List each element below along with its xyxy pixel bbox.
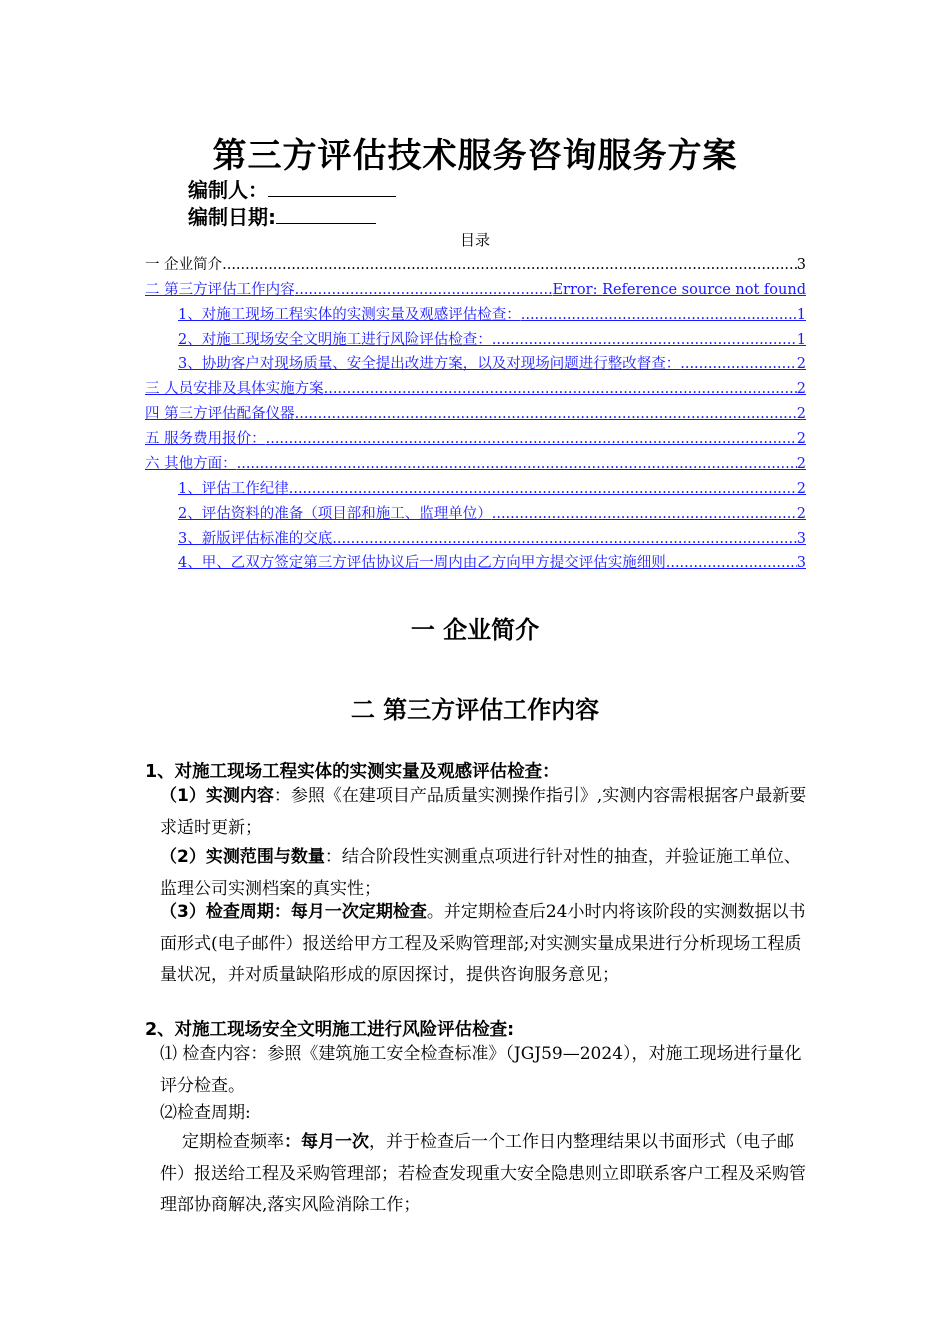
toc-leader	[492, 506, 797, 522]
toc-entry-text: 2、对施工现场安全文明施工进行风险评估检查：	[178, 332, 492, 348]
paragraph-text: ⑴ 检查内容：参照《建筑施工安全检查标准》（JGJ59—2024），对施工现场进行量化评分检查。	[160, 1044, 802, 1096]
toc-entry-page: 3	[796, 531, 806, 547]
toc-entry-text: 3、新版评估标准的交底	[178, 531, 333, 547]
toc-link[interactable]	[145, 427, 806, 447]
date-line	[188, 201, 376, 230]
paragraph-label: ：每月一次	[284, 1132, 369, 1152]
toc-leader	[680, 356, 797, 372]
section-heading: 二 第三方评估工作内容	[350, 696, 600, 724]
paragraph-lead: 定期检查频率	[182, 1132, 284, 1152]
toc-leader	[324, 381, 797, 397]
paragraph	[160, 781, 810, 844]
toc-link[interactable]	[178, 352, 806, 372]
date-label: 编制日期:	[188, 205, 276, 229]
toc-leader	[332, 531, 797, 547]
subsection-heading: 1、对施工现场工程实体的实测实量及观感评估检查：	[145, 762, 560, 782]
paragraph-text: ⑵检查周期:	[160, 1103, 251, 1123]
paragraph-text: ：结合阶段性实测重点项进行针对性的抽查，并验证施工单位、监理公司实测档案的真实性；	[160, 847, 801, 899]
toc-link[interactable]	[145, 278, 806, 298]
paragraph	[160, 1098, 810, 1130]
toc-leader	[237, 456, 797, 472]
toc-link[interactable]	[145, 452, 806, 472]
toc-entry-text: 三 人员安排及具体实施方案	[145, 381, 324, 397]
section-heading: 一 企业简介	[410, 616, 540, 644]
paragraph-label: （1）实测内容	[160, 786, 274, 806]
toc-entry-text: 四 第三方评估配备仪器	[145, 406, 295, 422]
toc-entry-page: 2	[796, 356, 806, 372]
toc-entry	[145, 253, 806, 273]
toc-entry-page: Error: Reference source not found	[552, 282, 806, 298]
toc-link[interactable]	[178, 303, 806, 323]
document-title: 第三方评估技术服务咨询服务方案	[212, 136, 738, 176]
toc-leader	[222, 257, 797, 273]
toc-leader	[492, 332, 797, 348]
toc-entry-text: 五 服务费用报价：	[145, 431, 266, 447]
toc-link[interactable]	[178, 527, 806, 547]
toc-leader	[666, 555, 797, 571]
toc-leader	[295, 282, 553, 298]
toc-entry-page: 2	[796, 456, 806, 472]
paragraph-label: （2）实测范围与数量	[160, 847, 325, 867]
toc-leader	[289, 481, 797, 497]
toc-entry-page: 3	[796, 257, 806, 273]
toc-link[interactable]	[145, 402, 806, 422]
toc-entry-page: 2	[796, 381, 806, 397]
toc-entry-page: 3	[796, 555, 806, 571]
author-blank[interactable]	[268, 178, 396, 197]
toc-entry-text: 六 其他方面：	[145, 456, 237, 472]
toc-link[interactable]	[178, 477, 806, 497]
toc-entry-page: 2	[796, 481, 806, 497]
paragraph-text: ：参照《在建项目产品质量实测操作指引》,实测内容需根据客户最新要求适时更新；	[160, 786, 807, 838]
toc-leader	[266, 431, 797, 447]
paragraph	[160, 897, 810, 992]
paragraph	[160, 1127, 810, 1222]
paragraph-text: ，并于检查后一个工作日内整理结果以书面形式（电子邮件）报送给工程及采购管理部；若检查发现重大安全隐患则立即联系客户工程及采购管理部协商解决,落实风险消除工作；	[160, 1132, 806, 1215]
toc-link[interactable]	[178, 328, 806, 348]
toc-entry-page: 2	[796, 506, 806, 522]
toc-entry-text: 4、甲、乙双方签定第三方评估协议后一周内由乙方向甲方提交评估实施细则	[178, 555, 666, 571]
toc-link[interactable]	[178, 551, 806, 571]
toc-entry-text: 3、协助客户对现场质量、安全提出改进方案，以及对现场问题进行整改督查：	[178, 356, 681, 372]
toc-entry-text: 1、评估工作纪律	[178, 481, 289, 497]
paragraph-label: （3）检查周期：每月一次定期检查	[160, 902, 427, 922]
toc-entry-text: 一 企业简介	[145, 257, 223, 273]
toc-entry-page: 1	[796, 307, 806, 323]
date-blank[interactable]	[276, 205, 376, 224]
toc-leader	[521, 307, 797, 323]
toc-entry-page: 2	[796, 431, 806, 447]
toc-link[interactable]	[145, 377, 806, 397]
toc-heading: 目录	[459, 231, 490, 249]
author-line	[188, 174, 396, 203]
toc-entry-text: 1、对施工现场工程实体的实测实量及观感评估检查：	[178, 307, 521, 323]
toc-link[interactable]	[178, 502, 806, 522]
paragraph	[160, 1039, 810, 1102]
subsection-heading: 2、对施工现场安全文明施工进行风险评估检查:	[145, 1020, 515, 1040]
paragraph	[160, 842, 810, 905]
toc-entry-page: 2	[796, 406, 806, 422]
toc-entry-text: 2、评估资料的准备（项目部和施工、监理单位）	[178, 506, 492, 522]
author-label: 编制人：	[188, 178, 268, 202]
paragraph-text: 。并定期检查后24小时内将该阶段的实测数据以书面形式(电子邮件）报送给甲方工程及采购管理部;对实测实量成果进行分析现场工程质量状况，并对质量缺陷形成的原因探讨，提供咨询服务意见；	[160, 902, 806, 985]
toc-entry-page: 1	[796, 332, 806, 348]
toc-leader	[295, 406, 797, 422]
toc-entry-text: 二 第三方评估工作内容	[145, 282, 295, 298]
